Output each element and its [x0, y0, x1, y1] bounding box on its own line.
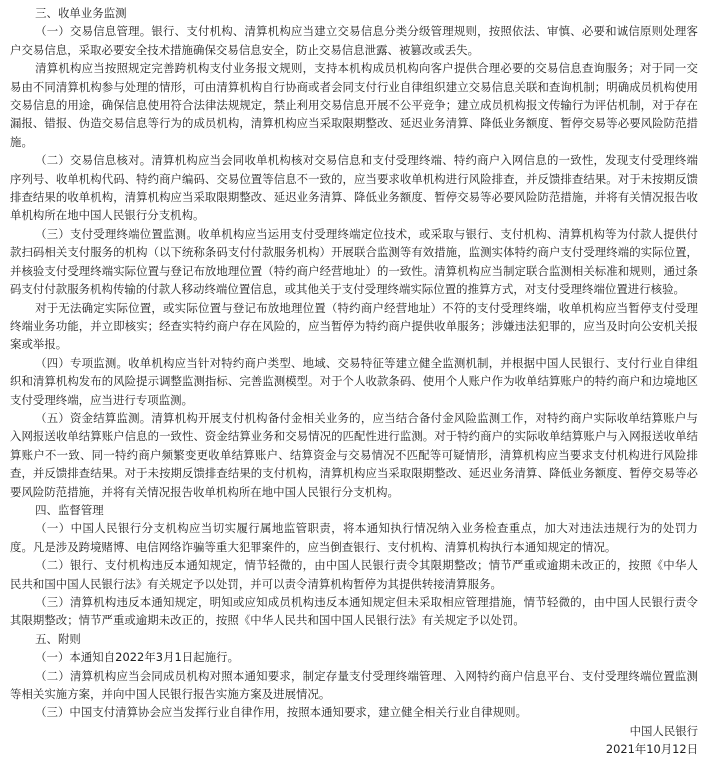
paragraph-bank-payment-penalty: （二）银行、支付机构违反本通知规定，情节轻微的，由中国人民银行责令其限期整改；情节严重或逾期未改正的，按照《中华人民共和国中国人民银行法》有关规定予以处罚，并可以责令清算机构暂停为其提供转接清算服务。 — [10, 558, 698, 591]
paragraph-transaction-info-check: （二）交易信息核对。清算机构应当会同收单机构核对交易信息和支付受理终端、特约商户入网信息的一致性，发现支付受理终端序列号、收单机构代码、特约商户编码、交易位置等信息不一致的，应当要求收单机构进行风险排查，并反馈排查结果。对于未按期反馈排查结果的收单机构，清算机构应当采取限期整改、延迟业务清算、降低业务额度、暂停交易等必要风险防范措施，并将有关情况报告收单机构所在地中国人民银行分支机构。 — [10, 153, 698, 223]
paragraph-location-mismatch: 对于无法确定实际位置，或实际位置与登记布放地理位置（特约商户经营地址）不符的支付受理终端，收单机构应当暂停支付受理终端业务功能，并立即核实；经查实特约商户存在风险的，应当暂停为特约商户提供收单服务；涉嫌违法犯罪的，应当及时向公安机关报案或举报。 — [10, 300, 698, 352]
paragraph-terminal-location-monitoring: （三）支付受理终端位置监测。收单机构应当运用支付受理终端定位技术，或采取与银行、支付机构、清算机构等为付款人提供付款扫码相关支付服务的机构（以下统称条码支付付款服务机构）开展联合监测等有效措施，监测实体特约商户支付受理终端的实际位置，并核验支付受理终端实际位置与登记布放地理位置（特约商户经营地址）的一致性。清算机构应当制定联合监测相关标准和规则，通过条码支付付款服务机构传输的付款人移动终端位置信息，或其他关于支付受理终端实际位置的推算方式，对支付受理终端位置进行核验。 — [10, 226, 698, 297]
paragraph-clearing-penalty: （三）清算机构违反本通知规定，明知或应知成员机构违反本通知规定但未采取相应管理措施，情节轻微的，由中国人民银行责令其限期整改；情节严重或逾期未改正的，按照《中华人民共和国中国人民银行法》有关规定予以处罚。 — [10, 595, 698, 628]
paragraph-pboc-supervision: （一）中国人民银行分支机构应当切实履行属地监管职责，将本通知执行情况纳入业务检查重点，加大对违法违规行为的处罚力度。凡是涉及跨境赌博、电信网络诈骗等重大犯罪案件的，应当倒查银行、支付机构、清算机构执行本通知规定的情况。 — [10, 521, 698, 554]
paragraph-association-self-regulation: （三）中国支付清算协会应当发挥行业自律作用，按照本通知要求，建立健全相关行业自律规则。 — [35, 705, 528, 720]
signature-issuer: 中国人民银行 — [629, 723, 698, 738]
paragraph-clearing-message-rules: 清算机构应当按照规定完善跨机构支付业务报文规则，支持本机构成员机构向客户提供合理必要的交易信息查询服务；对于同一交易由不同清算机构参与处理的情形，可由清算机构自行协商或者会同支付行业自律组织建立交易信息关联和查询机制；明确成员机构使用交易信息的用途，确保信息使用符合法律法规规定，禁止利用交易信息开展不公平竞争；建立成员机构报文传输行为评估机制，对于存在漏报、错报、伪造交易信息等行为的成员机构，清算机构应当采取限期整改、延迟业务清算、降低业务额度、暂停交易等必要风险防范措施。 — [10, 61, 698, 149]
section-three-title: 三、收单业务监测 — [35, 6, 127, 20]
paragraph-effective-date: （一）本通知自2022年3月1日起施行。 — [35, 650, 240, 665]
signature-date: 2021年10月12日 — [605, 742, 698, 757]
paragraph-implementation-plan: （二）清算机构应当会同成员机构对照本通知要求，制定存量支付受理终端管理、入网特约商户信息平台、支付受理终端位置监测等相关实施方案，并向中国人民银行报告实施方案及进展情况。 — [10, 668, 698, 702]
section-five-title: 五、附则 — [35, 631, 81, 646]
section-four-title: 四、监督管理 — [35, 502, 104, 517]
paragraph-special-monitoring: （四）专项监测。收单机构应当针对特约商户类型、地域、交易特征等建立健全监测机制，并根据中国人民银行、支付行业自律组织和清算机构发布的风险提示调整监测指标、完善监测模型。对于个人收款条码、使用个人账户作为收单结算账户的特约商户和边境地区支付受理终端，应当进行专项监测。 — [10, 355, 698, 407]
paragraph-transaction-info-management: （一）交易信息管理。银行、支付机构、清算机构应当建立交易信息分类分级管理规则，按照依法、审慎、必要和诚信原则处理客户交易信息，采取必要安全技术措施确保交易信息安全，防止交易信息泄露、被篡改或丢失。 — [10, 24, 698, 57]
paragraph-settlement-monitoring: （五）资金结算监测。清算机构开展支付机构备付金相关业务的，应当结合备付金风险监测工作，对特约商户实际收单结算账户与入网报送收单结算账户信息的一致性、资金结算业务和交易情况的匹配性进行监测。对于特约商户的实际收单结算账户与入网报送收单结算账户不一致、同一特约商户频繁变更收单结算账户、结算资金与交易情况不匹配等可疑情形，清算机构应当要求支付机构进行风险排查，并反馈排查结果。对于未按期反馈排查结果的支付机构，清算机构应当采取限期整改、延迟业务清算、降低业务额度、暂停交易等必要风险防范措施，并将有关情况报告收单机构所在地中国人民银行分支机构。 — [10, 410, 698, 499]
